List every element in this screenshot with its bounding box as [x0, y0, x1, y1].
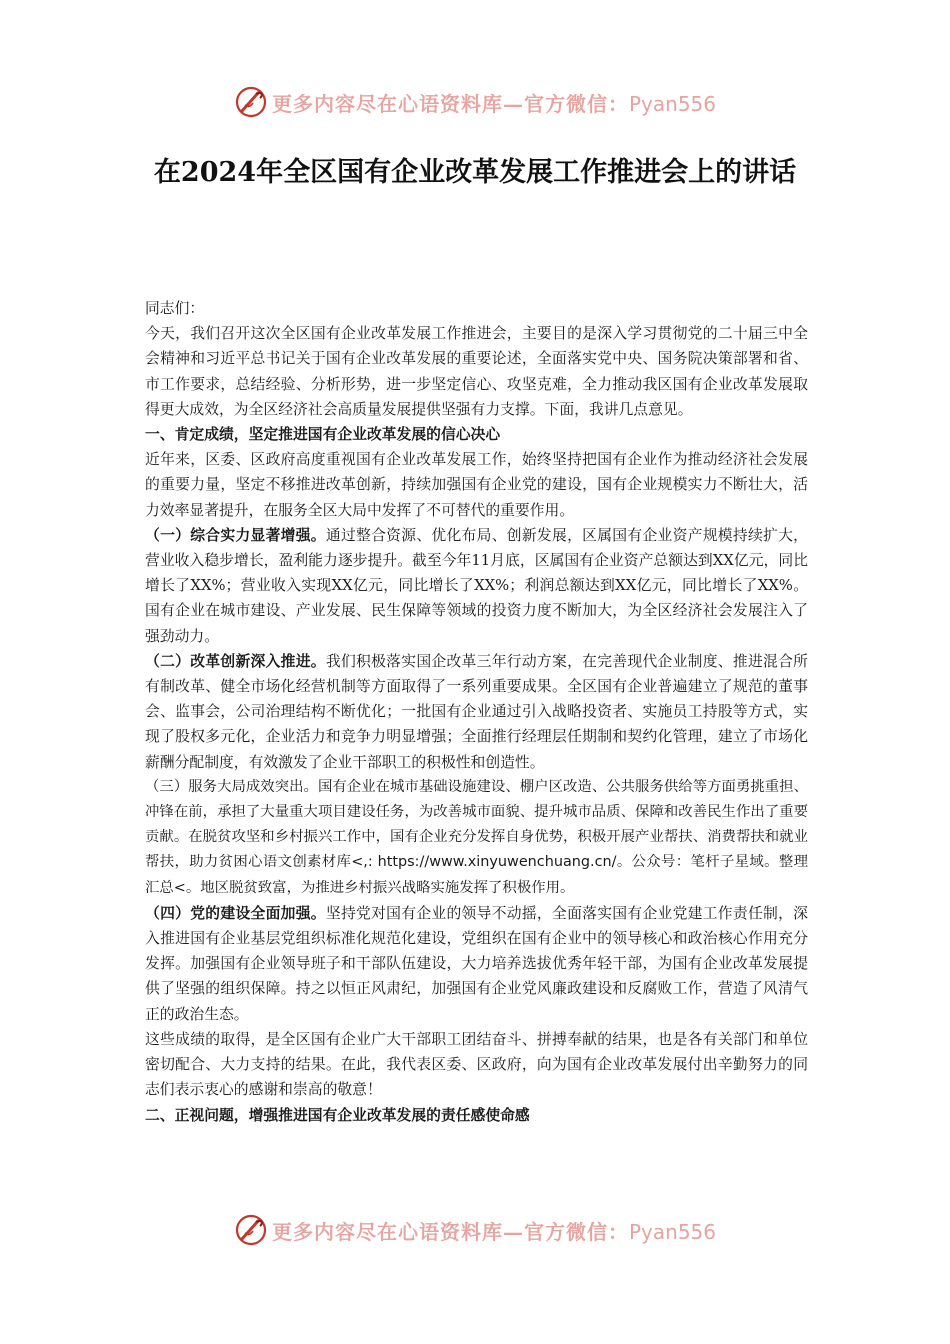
document-body — [145, 296, 808, 1128]
banner-text: 更多内容尽在心语资料库—官方微信：Pyan556 — [271, 1219, 716, 1244]
banner-wechat-id: Pyan556 — [628, 91, 716, 116]
subsection-2: （二）改革创新深入推进。我们积极落实国企改革三年行动方案，在完善现代企业制度、推进混合所有制改革、健全市场化经营机制等方面取得了一系列重要成果。全区国有企业普遍建立了规范的董事会、监事会，公司治理结构不断优化；一批国有企业通过引入战略投资者、实施员工持股等方式，实现了股权多元化，企业活力和竞争力明显增强；全面推行经理层任期制和契约化管理，建立了市场化薪酬分配制度，有效激发了企业干部职工的积极性和创造性。 — [145, 652, 808, 771]
subsection-1: （一）综合实力显著增强。通过整合资源、优化布局、创新发展，区属国有企业资产规模持续扩大，营业收入稳步增长，盈利能力逐步提升。截至今年11月底，区属国有企业资产总额达到XX亿元，同比增长了XX%；营业收入实现XX亿元，同比增长了XX%；利润总额达到XX亿元，同比增长了XX%。国有企业在城市建设、产业发展、民生保障等领域的投资力度不断加大，为全区经济社会发展注入了强劲动力。 — [145, 526, 808, 645]
salutation: 同志们： — [145, 300, 205, 317]
paragraph-1: 近年来，区委、区政府高度重视国有企业改革发展工作，始终坚持把国有企业作为推动经济社会发展的重要力量，坚定不移推进改革创新，持续加强国有企业党的建设，国有企业规模实力不断壮大，活力效率显著提升，在服务全区大局中发挥了不可替代的重要作用。 — [145, 451, 808, 519]
subsection-4: （四）党的建设全面加强。坚持党对国有企业的领导不动摇，全面落实国有企业党建工作责任制，深入推进国有企业基层党组织标准化规范化建设，党组织在国有企业中的领导核心和政治核心作用充分发挥。加强国有企业领导班子和干部队伍建设，大力培养选拔优秀年轻干部，为国有企业改革发展提供了坚强的组织保障。持之以恒正风肃纪，加强国有企业党风廉政建设和反腐败工作，营造了风清气正的政治生态。 — [145, 904, 808, 1023]
banner-text: 更多内容尽在心语资料库—官方微信：Pyan556 — [271, 91, 716, 116]
logo-icon — [234, 1213, 268, 1247]
subsection-1-lead: （一）综合实力显著增强。 — [145, 526, 326, 544]
subsection-3-lead: （三）服务大局成效突出。 — [145, 778, 318, 795]
section-heading-2: 二、正视问题，增强推进国有企业改革发展的责任感使命感 — [145, 1106, 530, 1124]
thanks-paragraph: 这些成绩的取得，是全区国有企业广大干部职工团结奋斗、拼搏奉献的结果，也是各有关部门和单位密切配合、大力支持的结果。在此，我代表区委、区政府，向为国有企业改革发展付出辛勤努力的同志们表示衷心的感谢和崇高的敬意！ — [145, 1030, 808, 1099]
footer-banner — [0, 1210, 950, 1250]
subsection-2-lead: （二）改革创新深入推进。 — [145, 652, 326, 670]
intro-paragraph: 今天，我们召开这次全区国有企业改革发展工作推进会，主要目的是深入学习贯彻党的二十届三中全会精神和习近平总书记关于国有企业改革发展的重要论述，全面落实党中央、国务院决策部署和省、市工作要求，总结经验、分析形势，进一步坚定信心、攻坚克难，全力推动我区国有企业改革发展取得更大成效，为全区经济社会高质量发展提供坚强有力支撑。下面，我讲几点意见。 — [145, 325, 808, 418]
subsection-3: （三）服务大局成效突出。国有企业在城市基础设施建设、棚户区改造、公共服务供给等方面勇挑重担、冲锋在前，承担了大量重大项目建设任务，为改善城市面貌、提升城市品质、保障和改善民生作出了重要贡献。在脱贫攻坚和乡村振兴工作中，国有企业充分发挥自身优势，积极开展产业帮扶、消费帮扶和就业帮扶，助力贫困心语文创素材库<,: https://www.xinyuwenchuang.cn/。公众号：笔杆子星域。整理汇总<。地区脱贫致富，为推进乡村振兴战略实施发挥了积极作用。 — [145, 778, 808, 896]
banner-wechat-id: Pyan556 — [628, 1219, 716, 1244]
subsection-4-lead: （四）党的建设全面加强。 — [145, 904, 326, 922]
logo-icon — [234, 85, 268, 119]
section-heading-1: 一、肯定成绩，坚定推进国有企业改革发展的信心决心 — [145, 426, 501, 444]
header-banner — [0, 82, 950, 122]
page-title: 在2024年全区国有企业改革发展工作推进会上的讲话 — [153, 157, 797, 188]
